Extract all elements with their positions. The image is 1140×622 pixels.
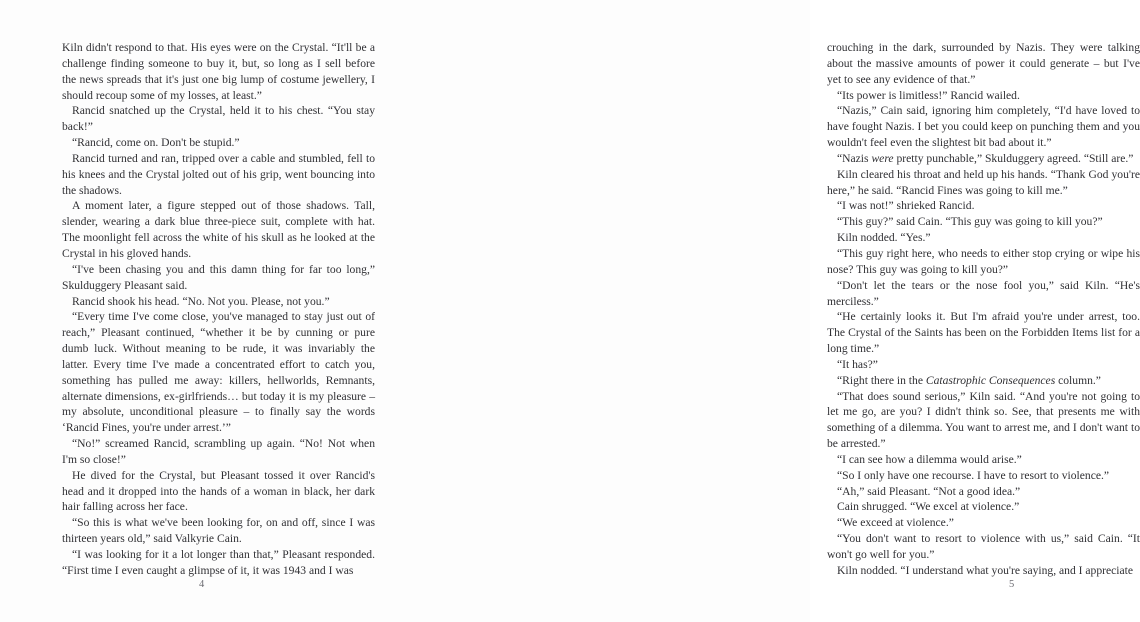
paragraph: A moment later, a figure stepped out of those shadows. Tall, slender, wearing a dark blue three-piece suit, complete with hat. The moonlight fell across the white of his skull as he looked at the Crystal in his gloved hands. [62,199,375,260]
paragraph: “Rancid, come on. Don't be stupid.” [72,136,240,150]
paragraph: “No!” screamed Rancid, scrambling up again. “No! Not when I'm so close!” [62,437,375,466]
paragraph: crouching in the dark, surrounded by Nazis. They were talking about the massive amounts of power it could generate – but I've yet to see any evidence of that.” [827,41,1140,86]
paragraph: Kiln cleared his throat and held up his hands. “Thank God you're here,” he said. “Rancid Fines was going to kill me.” [827,167,1140,197]
paragraph: Kiln nodded. “Yes.” [837,231,931,245]
page-number-right: 5 [1009,579,1015,590]
paragraph: “So I only have one recourse. I have to resort to violence.” [837,468,1110,482]
paragraph: Rancid shook his head. “No. Not you. Please, not you.” [72,294,330,308]
paragraph: He dived for the Crystal, but Pleasant tossed it over Rancid's head and it dropped into the hands of a woman in black, her dark hair falling across her face. [62,468,375,514]
paragraph: “We exceed at violence.” [837,516,954,530]
paragraph: Cain shrugged. “We excel at violence.” [837,500,1020,514]
paragraph: “I was looking for it a lot longer than that,” Pleasant responded. “First time I even caught a glimpse of it, it was 1943 and I was [62,548,375,577]
page-right [405,0,1140,622]
paragraph: “Its power is limitless!” Rancid wailed. [837,88,1020,102]
left-page-text-column [62,40,375,579]
paragraph: Rancid turned and ran, tripped over a cable and stumbled, fell to his knees and the Crystal jolted out of his grip, went bouncing into the shadows. [62,151,375,197]
italic-run: were [871,151,894,165]
paragraph: “Don't let the tears or the nose fool you,” said Kiln. “He's merciless.” [827,278,1140,308]
paragraph: “It has?” [837,357,878,371]
paragraph: “That does sound serious,” Kiln said. “And you're not going to let me go, are you? I didn't think so. See, that presents me with something of a dilemma. You want to arrest me, and I don't want to be arrested.” [827,389,1140,451]
paragraph: “He certainly looks it. But I'm afraid you're under arrest, too. The Crystal of the Saints has been on the Forbidden Items list for a long time.” [827,310,1140,356]
paragraph: “Nazis were pretty punchable,” Skulduggery agreed. “Still are.” [837,151,1134,165]
italic-run: Catastrophic Consequences [925,373,1056,387]
paragraph: “Nazis,” Cain said, ignoring him completely, “I'd have loved to have fought Nazis. I bet you could keep on punching them and you wouldn't feel even the slightest bit bad about it.” [827,104,1140,150]
paragraph: “This guy right here, who needs to either stop crying or wipe his nose? This guy was going to kill you?” [827,246,1140,276]
paragraph: “I was not!” shrieked Rancid. [837,199,975,213]
page-left [0,0,405,622]
right-page-text-column [827,40,1140,579]
paragraph: Kiln didn't respond to that. His eyes were on the Crystal. “It'll be a challenge finding someone to buy it, but, so long as I sell before the news spreads that it's just one big lump of costume jewellery, I should recoup some of my losses, at least.” [62,41,375,102]
page-number-left: 4 [199,579,205,590]
paragraph: “I've been chasing you and this damn thing for far too long,” Skulduggery Pleasant said. [62,262,375,292]
paragraph: “I can see how a dilemma would arise.” [837,452,1022,466]
paragraph: “This guy?” said Cain. “This guy was going to kill you?” [837,215,1103,229]
paragraph: “So this is what we've been looking for, on and off, since I was thirteen years old,” said Valkyrie Cain. [62,516,375,546]
paragraph: Rancid snatched up the Crystal, held it to his chest. “You stay back!” [62,104,375,134]
paragraph: “Ah,” said Pleasant. “Not a good idea.” [837,484,1021,498]
paragraph: “Every time I've come close, you've managed to stay just out of reach,” Pleasant continued, “whether it be by cunning or pure dumb luck. Without meaning to be rude, it was invariably the latter. Every time I've made a concentrated effort to catch you, something has pulled me away: killers, hellworlds, Remnants, alternate dimensions, ex-girlfriends… but today it is my pleasure – my absolute, unconditional pleasure – to finally say the words ‘Rancid Fines, you're under arrest.’” [62,310,375,435]
paragraph: “Right there in the Catastrophic Consequences column.” [837,373,1101,387]
paragraph: “You don't want to resort to violence with us,” said Cain. “It won't go well for you.” [827,532,1140,561]
paragraph: Kiln nodded. “I understand what you're saying, and I appreciate [837,563,1134,577]
